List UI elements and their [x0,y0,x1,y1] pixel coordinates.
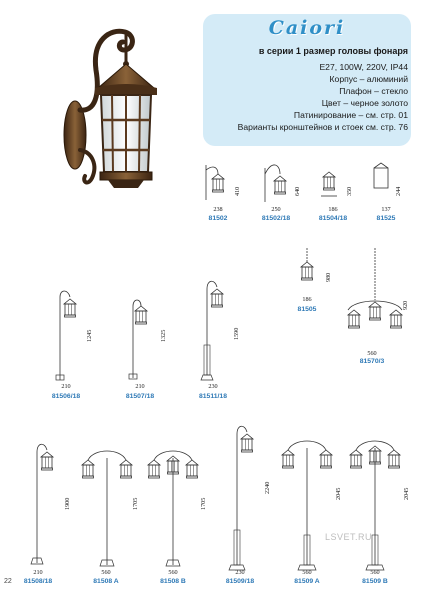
drawing-81509-18 [225,420,265,570]
hero-lantern-image [0,0,200,200]
drawing-81511-18 [195,275,235,385]
width-81509-18: 230 [235,569,245,576]
width-81570-3: 560 [367,350,377,357]
width-81508-a: 560 [101,569,111,576]
code-81502-18: 81502/18 [261,215,291,222]
code-81570-3: 81570/3 [359,358,385,365]
width-81509-a: 560 [302,569,312,576]
height-81508-b: 1705 [200,497,207,510]
drawing-81502 [200,160,240,210]
spec-variants: Варианты кронштейнов и стоек см. стр. 76 [237,122,408,132]
drawing-81525 [372,160,402,210]
width-81511-18: 230 [208,383,218,390]
drawing-81508-18 [25,438,65,568]
drawing-81570-3 [340,248,410,358]
spec-patina: Патинирование – см. стр. 01 [293,110,408,120]
width-81509-b: 560 [370,569,380,576]
height-81509-18: 2240 [264,481,271,494]
height-81508-a: 1705 [132,497,139,510]
code-81507-18: 81507/18 [125,393,155,400]
spec-body: Корпус – алюминий [329,74,408,84]
width-81508-b: 560 [168,569,178,576]
code-81509-18: 81509/18 [225,578,255,585]
code-81525: 81525 [376,215,396,222]
width-81507-18: 210 [135,383,145,390]
code-81508-18: 81508/18 [23,578,53,585]
code-81504-18: 81504/18 [318,215,348,222]
page-number: 22 [4,578,12,585]
drawing-81508-a [82,440,132,570]
width-81508-18: 210 [33,569,43,576]
code-81506-18: 81506/18 [51,393,81,400]
height-81509-a: 2045 [335,487,342,500]
spec-color: Цвет – черное золото [321,98,408,108]
drawing-81509-b [350,430,400,570]
drawing-81509-a [282,430,332,570]
width-81502-18: 250 [271,206,281,213]
code-81502: 81502 [208,215,228,222]
width-81506-18: 210 [61,383,71,390]
height-81509-b: 2045 [403,487,410,500]
code-81509-b: 81509 B [362,578,388,585]
drawing-81508-b [148,440,198,570]
height-81506-18: 1245 [86,329,93,342]
height-81570-3: 920 [402,300,409,310]
code-81505: 81505 [297,306,317,313]
code-81508-b: 81508 B [160,578,186,585]
spec-electrical: E27, 100W, 220V, IP44 [319,62,408,72]
height-81504-18: 350 [346,186,353,196]
drawing-81502-18 [260,160,300,210]
code-81509-a: 81509 A [294,578,320,585]
height-81508-18: 1900 [64,497,71,510]
height-81502: 410 [234,186,241,196]
width-81505: 186 [302,296,312,303]
width-81504-18: 186 [328,206,338,213]
code-81508-a: 81508 A [93,578,119,585]
watermark: LSVET.RU [325,532,373,542]
height-81525: 244 [395,186,402,196]
height-81505: 980 [325,272,332,282]
height-81502-18: 640 [294,186,301,196]
spec-shade: Плафон – стекло [339,86,408,96]
drawing-81507-18 [125,290,165,390]
height-81511-18: 1590 [233,327,240,340]
width-81525: 137 [381,206,391,213]
code-81511-18: 81511/18 [199,393,227,400]
drawing-81504-18 [317,160,357,210]
series-heading: в серии 1 размер головы фонаря [258,46,408,56]
series-title: Caiori [268,17,346,39]
width-81502: 238 [213,206,223,213]
height-81507-18: 1325 [160,329,167,342]
drawing-81506-18 [50,285,90,385]
